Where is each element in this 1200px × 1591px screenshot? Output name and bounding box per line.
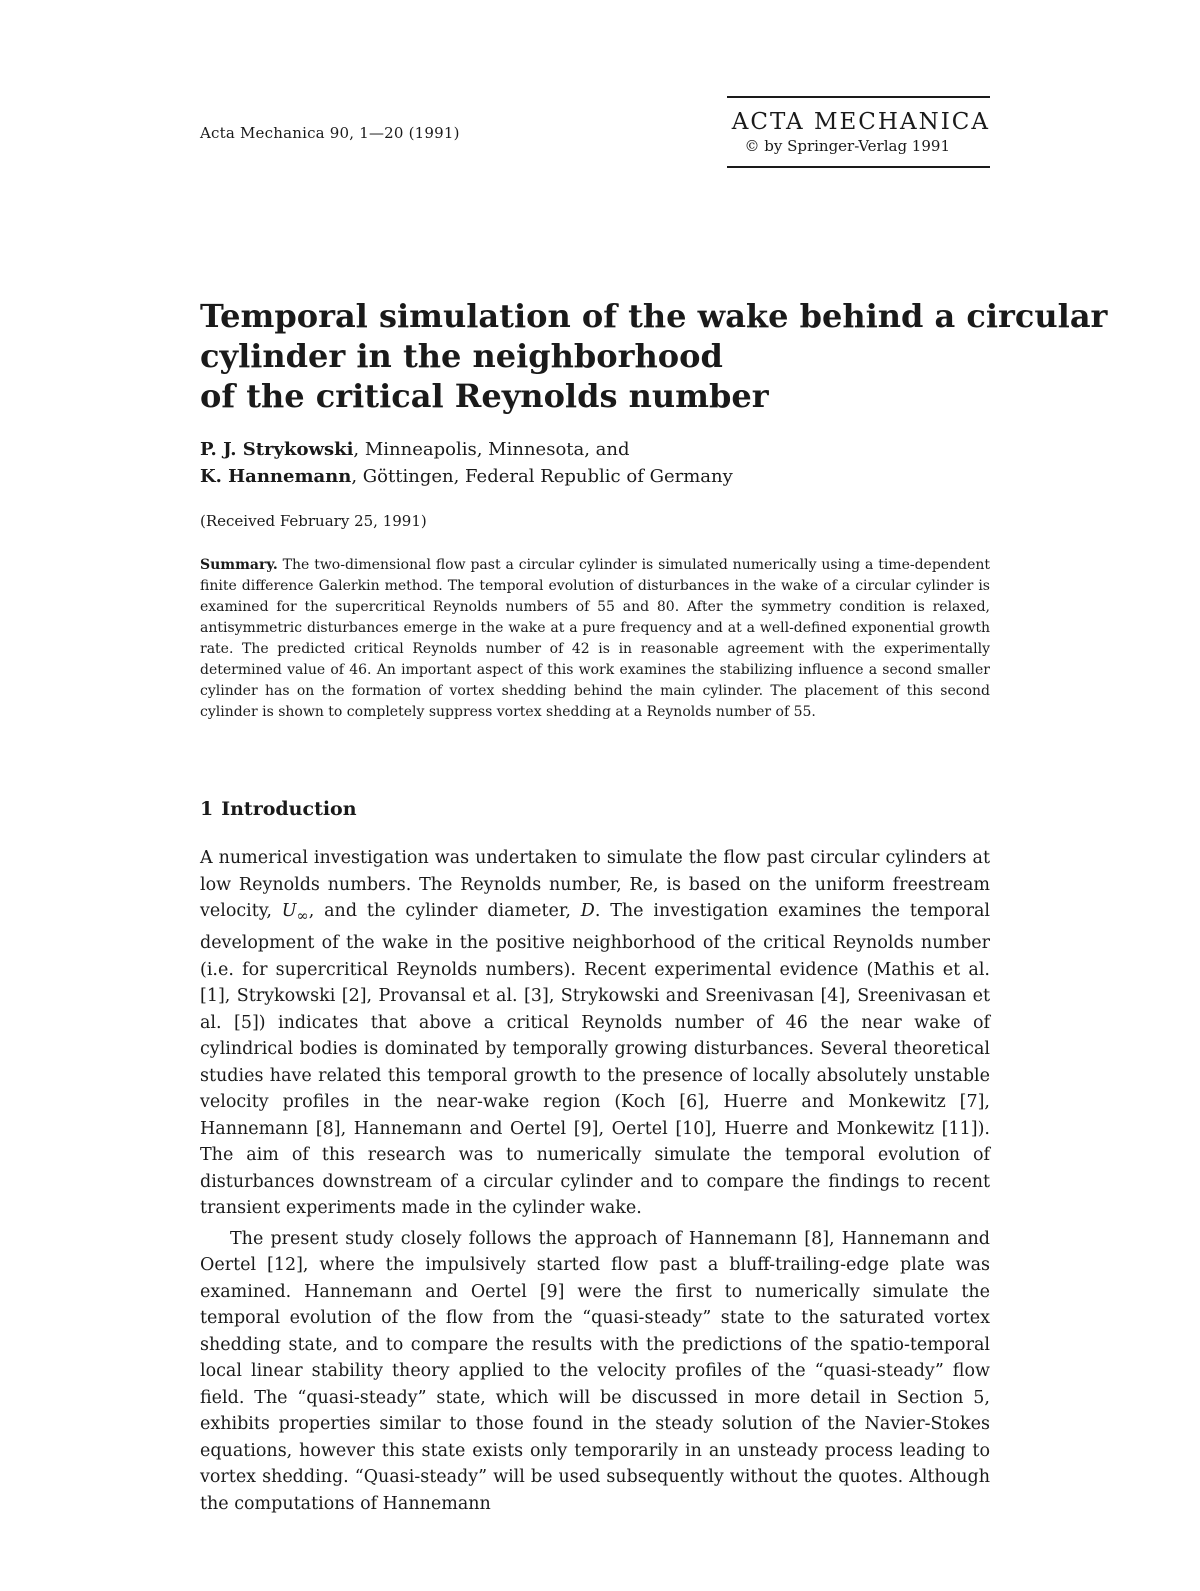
math-subscript: ∞ [296, 907, 309, 925]
title-line: of the critical Reynolds number [200, 377, 769, 415]
author-name: K. Hannemann [200, 466, 352, 487]
paragraph-text: A numerical investigation was undertaken to simulate the flow past circular cylinders at low Reynolds numbers. The Reynolds number, Re, is based on the uniform freestream velocity, [200, 848, 990, 921]
title-line: Temporal simulation of the wake behind a circular [200, 297, 1108, 335]
paper-title [200, 296, 1108, 416]
journal-name: ACTA MECHANICA [731, 109, 990, 135]
body-text [200, 845, 990, 1517]
author-line [200, 436, 733, 463]
copyright-notice: © by Springer-Verlag 1991 [744, 137, 950, 155]
journal-masthead [727, 96, 990, 168]
section-heading [200, 798, 357, 820]
abstract [200, 555, 990, 723]
author-name: P. J. Strykowski [200, 439, 354, 460]
author-list [200, 436, 733, 490]
paragraph: The present study closely follows the approach of Hannemann [8], Hannemann and Oertel [12], where the impulsively started flow past a bluff-trailing-edge plate was examined. Hannemann and Oertel [9] were the first to numerically simulate the temporal evolution of the flow from the “quasi-steady” state to the saturated vortex shedding state, and to compare the results with the predictions of the spatio-temporal local linear stability theory applied to the velocity profiles of the “quasi-steady” flow field. The “quasi-steady” state, which will be discussed in more detail in Section 5, exhibits properties similar to those found in the steady solution of the Navier-Stokes equations, however this state exists only temporarily in an unsteady process leading to vortex shedding. “Quasi-steady” will be used subsequently without the quotes. Although the computations of Hannemann [200, 1228, 990, 1514]
author-affiliation: , Minneapolis, Minnesota, and [353, 439, 630, 460]
math-symbol: D [580, 901, 595, 921]
title-line: cylinder in the neighborhood [200, 337, 723, 375]
author-line [200, 463, 733, 490]
author-affiliation: , Göttingen, Federal Republic of Germany [351, 466, 733, 487]
paragraph [200, 845, 990, 1222]
received-date: (Received February 25, 1991) [200, 512, 427, 530]
paragraph-text: , and the cylinder diameter, [308, 901, 581, 921]
section-title: Introduction [221, 798, 357, 820]
paragraph-text: . The investigation examines the temporal development of the wake in the positive neighborhood of the critical Reynolds number (i.e. for supercritical Reynolds numbers). Recent experimental evidence (Mathis et al. [1], Strykowski [2], Provansal et al. [3], Strykowski and Sreenivasan [4], Sreenivasan et al. [5]) indicates that above a critical Reynolds number of 46 the near wake of cylindrical bodies is dominated by temporally growing disturbances. Several theoretical studies have related this temporal growth to the presence of locally absolutely unstable velocity profiles in the near-wake region (Koch [6], Huerre and Monkewitz [7], Hannemann [8], Hannemann and Oertel [9], Oertel [10], Huerre and Monkewitz [11]). The aim of this research was to numerically simulate the temporal evolution of disturbances downstream of a circular cylinder and to compare the findings to recent transient experiments made in the cylinder wake. [200, 901, 990, 1218]
journal-reference: Acta Mechanica 90, 1—20 (1991) [200, 124, 460, 142]
math-symbol: U [281, 901, 297, 921]
abstract-text: The two-dimensional flow past a circular cylinder is simulated numerically using a time-dependent finite difference Galerkin method. The temporal evolution of disturbances in the wake of a circular cylinder is examined for the supercritical Reynolds numbers of 55 and 80. After the symmetry condition is relaxed, antisymmetric disturbances emerge in the wake at a pure frequency and at a well-defined exponential growth rate. The predicted critical Reynolds number of 42 is in reasonable agreement with the experimentally determined value of 46. An important aspect of this work examines the stabilizing influence a second smaller cylinder has on the formation of vortex shedding behind the main cylinder. The placement of this second cylinder is shown to completely suppress vortex shedding at a Reynolds number of 55. [200, 557, 990, 720]
abstract-label: Summary. [200, 557, 278, 573]
section-number: 1 [200, 798, 214, 820]
